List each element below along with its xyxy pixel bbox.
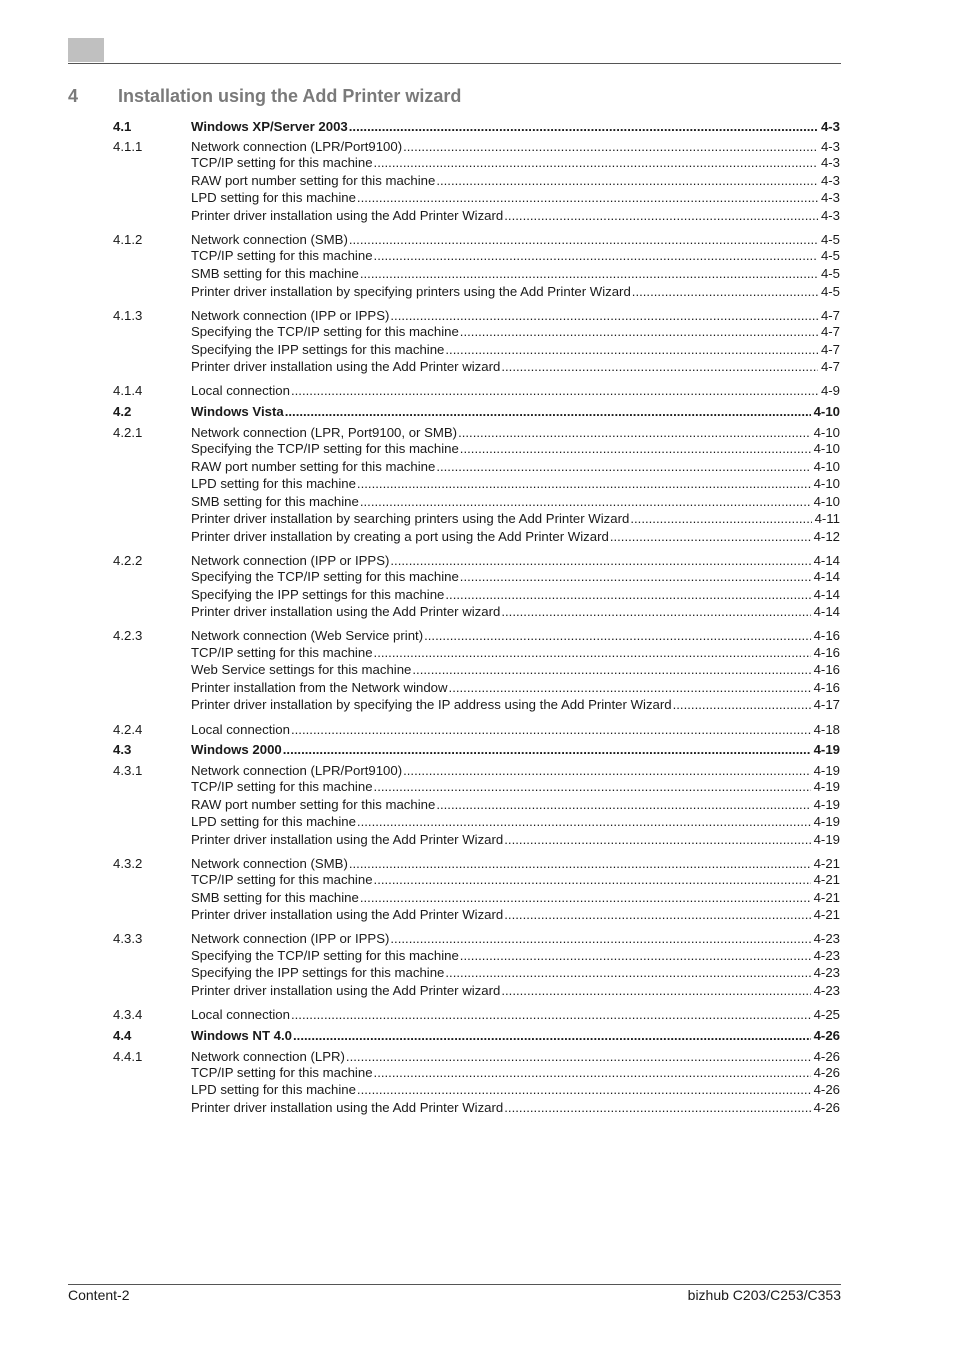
toc-entry[interactable] xyxy=(113,231,840,248)
toc-title: Printer driver installation using the Add Printer wizard xyxy=(191,983,501,998)
toc-page-number: 4-19 xyxy=(813,832,840,847)
toc-entry-body xyxy=(191,138,840,155)
toc-dot-leader xyxy=(436,458,810,475)
toc-dot-leader xyxy=(504,831,810,848)
toc-page-number: 4-12 xyxy=(813,529,840,544)
toc-entry-body xyxy=(191,403,840,420)
toc-page-number: 4-7 xyxy=(820,324,840,339)
toc-entry-body xyxy=(191,283,840,300)
toc-page-number: 4-10 xyxy=(813,404,840,419)
toc-title: Network connection (IPP or IPPS) xyxy=(191,553,390,568)
toc-page-number: 4-5 xyxy=(820,266,840,281)
toc-title: Printer driver installation by creating a port using the Add Printer Wizard xyxy=(191,529,609,544)
toc-page-number: 4-23 xyxy=(813,948,840,963)
toc-title: Specifying the IPP settings for this machine xyxy=(191,587,445,602)
toc-dot-leader xyxy=(360,493,811,510)
toc-title: Printer driver installation using the Add Printer Wizard xyxy=(191,208,504,223)
toc-entry-body xyxy=(191,552,840,569)
toc-entry[interactable] xyxy=(113,831,840,848)
toc-entry[interactable] xyxy=(113,138,840,155)
toc-dot-leader xyxy=(374,1064,811,1081)
toc-dot-leader xyxy=(412,661,810,678)
toc-page-number: 4-19 xyxy=(813,763,840,778)
toc-dot-leader xyxy=(390,930,810,947)
toc-entry[interactable] xyxy=(113,247,840,264)
toc-entry[interactable] xyxy=(113,644,840,661)
toc-title: Windows Vista xyxy=(191,404,284,419)
toc-entry-body xyxy=(191,603,840,620)
toc-entry[interactable] xyxy=(113,947,840,964)
toc-section-number: 4.3.2 xyxy=(113,856,143,871)
toc-dot-leader xyxy=(291,1006,811,1023)
toc-section-number: 4.1.2 xyxy=(113,232,143,247)
toc-entry[interactable] xyxy=(113,603,840,620)
toc-section-number: 4.2.3 xyxy=(113,628,143,643)
toc-dot-leader xyxy=(374,154,818,171)
toc-entry-body xyxy=(191,154,840,171)
footer-rule xyxy=(68,1284,841,1285)
toc-page-number: 4-10 xyxy=(813,459,840,474)
toc-title: Printer driver installation by specifying printers using the Add Printer Wizard xyxy=(191,284,631,299)
toc-section-number: 4.2.1 xyxy=(113,425,143,440)
toc-dot-leader xyxy=(673,696,811,713)
toc-entry-body xyxy=(191,172,840,189)
toc-title: Specifying the IPP settings for this machine xyxy=(191,342,445,357)
toc-title: LPD setting for this machine xyxy=(191,1082,356,1097)
toc-dot-leader xyxy=(390,552,810,569)
toc-dot-leader xyxy=(357,813,811,830)
toc-dot-leader xyxy=(460,947,811,964)
toc-entry-body xyxy=(191,118,840,135)
toc-entry[interactable] xyxy=(113,679,840,696)
toc-entry-body xyxy=(191,796,840,813)
toc-page-number: 4-21 xyxy=(813,907,840,922)
toc-dot-leader xyxy=(501,358,818,375)
toc-dot-leader xyxy=(293,1027,811,1044)
toc-title: Printer installation from the Network window xyxy=(191,680,448,695)
toc-entry[interactable] xyxy=(113,762,840,779)
toc-title: Windows XP/Server 2003 xyxy=(191,119,348,134)
toc-entry[interactable] xyxy=(113,458,840,475)
toc-title: Printer driver installation using the Add Printer wizard xyxy=(191,359,501,374)
toc-entry-body xyxy=(191,930,840,947)
toc-entry[interactable] xyxy=(113,1006,840,1023)
toc-entry-body xyxy=(191,189,840,206)
toc-title: Printer driver installation using the Add Printer wizard xyxy=(191,604,501,619)
toc-entry-body xyxy=(191,906,840,923)
toc-dot-leader xyxy=(374,778,811,795)
footer-page-label: Content-2 xyxy=(68,1287,130,1303)
toc-entry[interactable] xyxy=(113,189,840,206)
toc-section-number: 4.2 xyxy=(113,404,132,419)
toc-dot-leader xyxy=(424,627,810,644)
toc-entry-body xyxy=(191,871,840,888)
toc-entry[interactable] xyxy=(113,586,840,603)
toc-entry[interactable] xyxy=(113,475,840,492)
toc-title: Network connection (LPR/Port9100) xyxy=(191,139,403,154)
toc-title: Specifying the TCP/IP setting for this machine xyxy=(191,441,459,456)
toc-title: LPD setting for this machine xyxy=(191,476,356,491)
toc-dot-leader xyxy=(349,118,818,135)
toc-title: Local connection xyxy=(191,722,290,737)
toc-section-number: 4.2.2 xyxy=(113,553,143,568)
toc-dot-leader xyxy=(291,721,811,738)
toc-section-number: 4.1.1 xyxy=(113,139,143,154)
toc-entry[interactable] xyxy=(113,341,840,358)
toc-entry-body xyxy=(191,247,840,264)
toc-entry-body xyxy=(191,207,840,224)
toc-dot-leader xyxy=(374,871,811,888)
toc-title: Printer driver installation by searching printers using the Add Printer Wizard xyxy=(191,511,630,526)
toc-entry[interactable] xyxy=(113,871,840,888)
toc-entry[interactable] xyxy=(113,440,840,457)
toc-entry-body xyxy=(191,982,840,999)
toc-entry-body xyxy=(191,831,840,848)
toc-dot-leader xyxy=(360,265,818,282)
toc-section-number: 4.3.3 xyxy=(113,931,143,946)
toc-page-number: 4-21 xyxy=(813,872,840,887)
toc-entry[interactable] xyxy=(113,323,840,340)
toc-entry-body xyxy=(191,358,840,375)
toc-entry[interactable] xyxy=(113,889,840,906)
toc-dot-leader xyxy=(349,855,811,872)
toc-entry-body xyxy=(191,1048,840,1065)
toc-title: Network connection (LPR) xyxy=(191,1049,345,1064)
toc-page-number: 4-16 xyxy=(813,680,840,695)
toc-page-number: 4-21 xyxy=(813,890,840,905)
toc-page-number: 4-16 xyxy=(813,662,840,677)
toc-entry-body xyxy=(191,1064,840,1081)
toc-entry-body xyxy=(191,889,840,906)
toc-entry[interactable] xyxy=(113,778,840,795)
toc-entry-body xyxy=(191,644,840,661)
toc-entry-body xyxy=(191,947,840,964)
toc-entry-body xyxy=(191,696,840,713)
toc-section-number: 4.1 xyxy=(113,119,132,134)
toc-page-number: 4-26 xyxy=(813,1049,840,1064)
toc-page-number: 4-19 xyxy=(813,814,840,829)
toc-dot-leader xyxy=(390,307,818,324)
toc-entry-body xyxy=(191,721,840,738)
toc-dot-leader xyxy=(283,741,811,758)
toc-entry[interactable] xyxy=(113,930,840,947)
toc-dot-leader xyxy=(291,382,818,399)
toc-dot-leader xyxy=(445,964,810,981)
toc-page-number: 4-3 xyxy=(820,208,840,223)
toc-dot-leader xyxy=(285,403,811,420)
toc-entry[interactable] xyxy=(113,1081,840,1098)
toc-dot-leader xyxy=(357,189,818,206)
toc-entry[interactable] xyxy=(113,696,840,713)
toc-entry[interactable] xyxy=(113,1064,840,1081)
toc-title: Network connection (Web Service print) xyxy=(191,628,424,643)
toc-page-number: 4-16 xyxy=(813,628,840,643)
toc-dot-leader xyxy=(403,762,810,779)
toc-dot-leader xyxy=(460,440,811,457)
toc-title: Network connection (IPP or IPPS) xyxy=(191,931,390,946)
toc-entry[interactable] xyxy=(113,721,840,738)
toc-title: SMB setting for this machine xyxy=(191,494,359,509)
toc-dot-leader xyxy=(630,510,811,527)
toc-title: LPD setting for this machine xyxy=(191,814,356,829)
toc-dot-leader xyxy=(460,323,818,340)
toc-page-number: 4-14 xyxy=(813,553,840,568)
toc-entry-body xyxy=(191,307,840,324)
toc-entry[interactable] xyxy=(113,568,840,585)
toc-page-number: 4-10 xyxy=(813,494,840,509)
toc-page-number: 4-23 xyxy=(813,931,840,946)
toc-title: LPD setting for this machine xyxy=(191,190,356,205)
toc-title: TCP/IP setting for this machine xyxy=(191,1065,373,1080)
toc-entry-body xyxy=(191,679,840,696)
toc-entry[interactable] xyxy=(113,358,840,375)
toc-title: Printer driver installation using the Add Printer Wizard xyxy=(191,832,504,847)
toc-entry-body xyxy=(191,341,840,358)
toc-entry-body xyxy=(191,1099,840,1116)
toc-entry[interactable] xyxy=(113,265,840,282)
toc-page-number: 4-26 xyxy=(813,1082,840,1097)
toc-page-number: 4-9 xyxy=(820,383,840,398)
toc-dot-leader xyxy=(357,475,811,492)
toc-page-number: 4-7 xyxy=(820,342,840,357)
toc-entry-body xyxy=(191,762,840,779)
toc-entry[interactable] xyxy=(113,552,840,569)
toc-page-number: 4-26 xyxy=(813,1028,840,1043)
toc-title: Network connection (SMB) xyxy=(191,856,348,871)
toc-page-number: 4-5 xyxy=(820,284,840,299)
toc-page-number: 4-18 xyxy=(813,722,840,737)
toc-dot-leader xyxy=(610,528,811,545)
toc-page-number: 4-19 xyxy=(813,779,840,794)
toc-page-number: 4-3 xyxy=(820,155,840,170)
toc-title: Web Service settings for this machine xyxy=(191,662,412,677)
toc-title: TCP/IP setting for this machine xyxy=(191,872,373,887)
toc-title: Specifying the IPP settings for this machine xyxy=(191,965,445,980)
toc-entry[interactable] xyxy=(113,493,840,510)
toc-page-number: 4-7 xyxy=(820,308,840,323)
toc-title: RAW port number setting for this machine xyxy=(191,797,436,812)
toc-entry-body xyxy=(191,323,840,340)
toc-dot-leader xyxy=(504,906,810,923)
toc-page-number: 4-3 xyxy=(820,119,840,134)
toc-page-number: 4-10 xyxy=(813,476,840,491)
toc-entry[interactable] xyxy=(113,307,840,324)
toc-entry[interactable] xyxy=(113,1048,840,1065)
toc-section-number: 4.4.1 xyxy=(113,1049,143,1064)
toc-entry[interactable] xyxy=(113,906,840,923)
toc-section-number: 4.4 xyxy=(113,1028,132,1043)
toc-entry[interactable] xyxy=(113,154,840,171)
toc-title: Local connection xyxy=(191,1007,290,1022)
toc-entry[interactable] xyxy=(113,1099,840,1116)
toc-page-number: 4-21 xyxy=(813,856,840,871)
toc-dot-leader xyxy=(346,1048,811,1065)
toc-section-number: 4.1.4 xyxy=(113,383,143,398)
toc-title: Windows 2000 xyxy=(191,742,282,757)
toc-page-number: 4-10 xyxy=(813,441,840,456)
toc-title: Windows NT 4.0 xyxy=(191,1028,292,1043)
toc-dot-leader xyxy=(449,679,811,696)
toc-page-number: 4-7 xyxy=(820,359,840,374)
toc-entry[interactable] xyxy=(113,661,840,678)
toc-entry[interactable] xyxy=(113,813,840,830)
toc-entry-body xyxy=(191,440,840,457)
toc-page-number: 4-23 xyxy=(813,965,840,980)
toc-entry[interactable] xyxy=(113,855,840,872)
chapter-number: 4 xyxy=(68,86,79,106)
toc-dot-leader xyxy=(374,644,811,661)
toc-page-number: 4-3 xyxy=(820,173,840,188)
toc-title: Specifying the TCP/IP setting for this machine xyxy=(191,324,459,339)
toc-entry[interactable] xyxy=(113,796,840,813)
toc-entry-body xyxy=(191,568,840,585)
toc-title: Printer driver installation by specifying the IP address using the Add Printer Wizard xyxy=(191,697,672,712)
toc-page-number: 4-23 xyxy=(813,983,840,998)
toc-entry[interactable] xyxy=(113,982,840,999)
toc-section-number: 4.3.1 xyxy=(113,763,143,778)
toc-entry[interactable] xyxy=(113,172,840,189)
toc-entry-body xyxy=(191,424,840,441)
toc-page-number: 4-19 xyxy=(813,742,840,757)
toc-page-number: 4-26 xyxy=(813,1100,840,1115)
chapter-title: Installation using the Add Printer wizard xyxy=(118,86,462,106)
toc-page-number: 4-16 xyxy=(813,645,840,660)
toc-title: Printer driver installation using the Add Printer Wizard xyxy=(191,907,504,922)
toc-dot-leader xyxy=(436,796,810,813)
toc-title: Network connection (SMB) xyxy=(191,232,348,247)
toc-page-number: 4-14 xyxy=(813,604,840,619)
toc-dot-leader xyxy=(458,424,811,441)
toc-entry-body xyxy=(191,813,840,830)
toc-page-number: 4-11 xyxy=(814,511,840,526)
toc-entry-body xyxy=(191,741,840,758)
toc-dot-leader xyxy=(436,172,818,189)
toc-entry-body xyxy=(191,627,840,644)
footer-product-name: bizhub C203/C253/C353 xyxy=(687,1287,841,1303)
toc-entry-body xyxy=(191,778,840,795)
toc-section-number: 4.2.4 xyxy=(113,722,143,737)
toc-entry-body xyxy=(191,231,840,248)
toc-entry-body xyxy=(191,586,840,603)
toc-page-number: 4-19 xyxy=(813,797,840,812)
toc-page-number: 4-5 xyxy=(820,232,840,247)
toc-title: RAW port number setting for this machine xyxy=(191,459,436,474)
toc-title: Network connection (LPR, Port9100, or SMB) xyxy=(191,425,458,440)
toc-dot-leader xyxy=(445,341,818,358)
toc-dot-leader xyxy=(504,207,818,224)
toc-title: Local connection xyxy=(191,383,290,398)
toc-title: Network connection (LPR/Port9100) xyxy=(191,763,403,778)
toc-entry[interactable] xyxy=(113,207,840,224)
toc-page-number: 4-17 xyxy=(813,697,840,712)
toc-entry[interactable] xyxy=(113,528,840,545)
toc-section-number: 4.1.3 xyxy=(113,308,143,323)
toc-dot-leader xyxy=(501,982,810,999)
toc-section-number: 4.3 xyxy=(113,742,132,757)
toc-dot-leader xyxy=(504,1099,810,1116)
toc-entry-body xyxy=(191,1027,840,1044)
toc-dot-leader xyxy=(357,1081,811,1098)
toc-title: TCP/IP setting for this machine xyxy=(191,779,373,794)
toc-title: RAW port number setting for this machine xyxy=(191,173,436,188)
toc-entry-body xyxy=(191,855,840,872)
toc-dot-leader xyxy=(501,603,810,620)
toc-entry-body xyxy=(191,528,840,545)
toc-title: TCP/IP setting for this machine xyxy=(191,248,373,263)
toc-title: Specifying the TCP/IP setting for this machine xyxy=(191,569,459,584)
toc-entry[interactable] xyxy=(113,283,840,300)
toc-title: Network connection (IPP or IPPS) xyxy=(191,308,390,323)
toc-entry[interactable] xyxy=(113,382,840,399)
toc-entry-body xyxy=(191,382,840,399)
toc-entry[interactable] xyxy=(113,964,840,981)
toc-dot-leader xyxy=(460,568,811,585)
toc-section-number: 4.3.4 xyxy=(113,1007,143,1022)
toc-entry[interactable] xyxy=(113,1027,840,1044)
toc-entry[interactable] xyxy=(113,424,840,441)
toc-entry[interactable] xyxy=(113,118,840,135)
toc-page-number: 4-3 xyxy=(820,139,840,154)
toc-entry-body xyxy=(191,475,840,492)
toc-page-number: 4-14 xyxy=(813,569,840,584)
toc-dot-leader xyxy=(349,231,818,248)
toc-entry[interactable] xyxy=(113,741,840,758)
toc-entry-body xyxy=(191,493,840,510)
toc-page-number: 4-3 xyxy=(820,190,840,205)
toc-title: Specifying the TCP/IP setting for this machine xyxy=(191,948,459,963)
toc-page-number: 4-10 xyxy=(813,425,840,440)
toc-dot-leader xyxy=(360,889,811,906)
toc-entry[interactable] xyxy=(113,403,840,420)
toc-entry-body xyxy=(191,265,840,282)
toc-title: TCP/IP setting for this machine xyxy=(191,155,373,170)
toc-entry-body xyxy=(191,661,840,678)
toc-page-number: 4-5 xyxy=(820,248,840,263)
toc-entry-body xyxy=(191,964,840,981)
toc-title: Printer driver installation using the Add Printer Wizard xyxy=(191,1100,504,1115)
toc-title: SMB setting for this machine xyxy=(191,266,359,281)
toc-page-number: 4-14 xyxy=(813,587,840,602)
toc-dot-leader xyxy=(374,247,818,264)
toc-entry[interactable] xyxy=(113,627,840,644)
toc-entry-body xyxy=(191,1081,840,1098)
toc-dot-leader xyxy=(403,138,818,155)
toc-title: TCP/IP setting for this machine xyxy=(191,645,373,660)
toc-dot-leader xyxy=(445,586,810,603)
toc-entry-body xyxy=(191,1006,840,1023)
toc-entry-body xyxy=(191,510,840,527)
toc-dot-leader xyxy=(632,283,818,300)
toc-entry-body xyxy=(191,458,840,475)
toc-page-number: 4-25 xyxy=(813,1007,840,1022)
toc-entry[interactable] xyxy=(113,510,840,527)
toc-page-number: 4-26 xyxy=(813,1065,840,1080)
toc-title: SMB setting for this machine xyxy=(191,890,359,905)
